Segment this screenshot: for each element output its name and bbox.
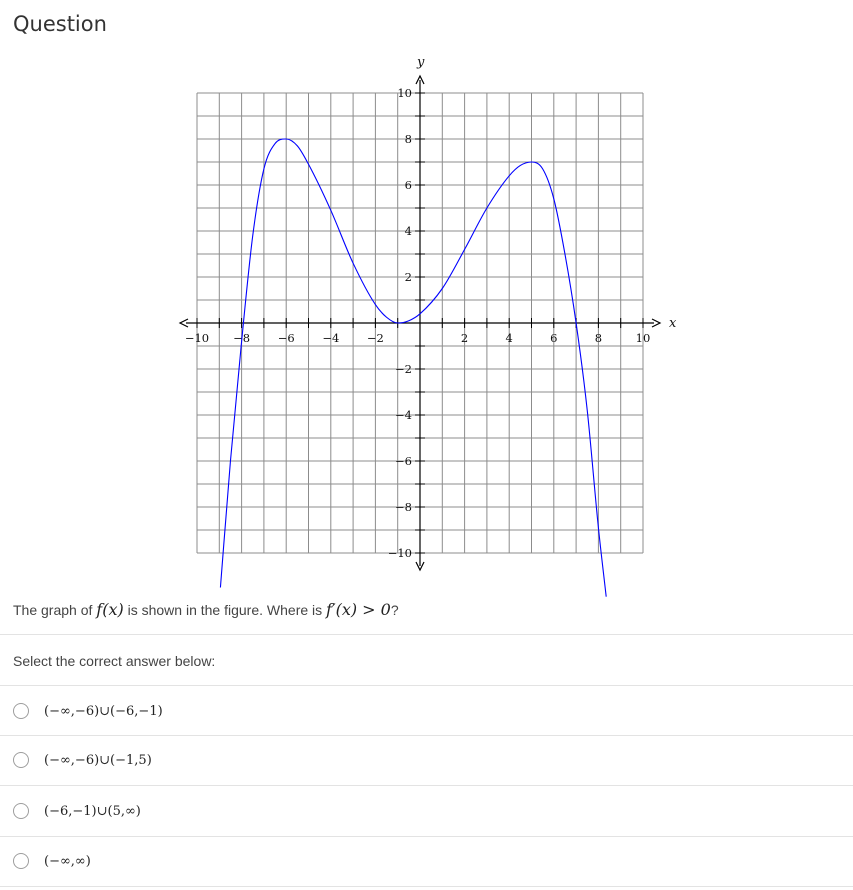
y-tick-label: 2 <box>404 270 412 284</box>
x-tick-label: −2 <box>366 331 384 345</box>
radio-button[interactable] <box>13 803 29 819</box>
x-tick-label: 6 <box>550 331 558 345</box>
radio-button[interactable] <box>13 752 29 768</box>
prompt-text-middle: is shown in the figure. Where is <box>123 602 327 618</box>
page-title: Question <box>13 12 107 36</box>
axes <box>180 76 660 570</box>
prompt-text-end: ? <box>390 602 399 618</box>
answer-option-4[interactable] <box>13 847 91 875</box>
option-label: (−∞,∞) <box>44 853 91 869</box>
divider <box>0 886 853 887</box>
y-tick-label: −10 <box>387 546 412 560</box>
y-tick-label: 4 <box>404 224 412 238</box>
y-axis-label: y <box>417 55 425 70</box>
option-label: (−6,−1)∪(5,∞) <box>44 803 141 819</box>
x-tick-label: 4 <box>505 331 513 345</box>
y-tick-label: −2 <box>395 362 412 376</box>
answer-option-1[interactable] <box>13 697 163 725</box>
x-tick-label: −6 <box>277 331 295 345</box>
answer-option-2[interactable] <box>13 746 152 774</box>
y-tick-label: −6 <box>395 454 412 468</box>
radio-button[interactable] <box>13 853 29 869</box>
answer-option-3[interactable] <box>13 797 141 825</box>
y-tick-label: 8 <box>404 132 412 146</box>
function-expression: f(x) <box>96 600 124 619</box>
divider <box>0 685 853 686</box>
y-tick-label: −8 <box>395 500 412 514</box>
answer-instruction: Select the correct answer below: <box>13 653 216 669</box>
y-tick-label: 10 <box>397 86 412 100</box>
divider <box>0 634 853 635</box>
divider <box>0 836 853 837</box>
option-label: (−∞,−6)∪(−1,5) <box>44 752 152 768</box>
option-label: (−∞,−6)∪(−6,−1) <box>44 703 163 719</box>
divider <box>0 785 853 786</box>
x-tick-label: 8 <box>594 331 603 345</box>
x-tick-label: 10 <box>635 331 651 345</box>
question-prompt <box>13 600 399 619</box>
x-tick-label: −8 <box>233 331 251 345</box>
derivative-condition: f′(x) > 0 <box>326 600 391 619</box>
prompt-text-before: The graph of <box>13 602 97 618</box>
y-tick-label: 6 <box>404 178 412 192</box>
x-tick-label: 2 <box>460 331 469 345</box>
y-tick-label: −4 <box>395 408 412 422</box>
divider <box>0 735 853 736</box>
x-tick-label: −10 <box>184 331 210 345</box>
x-axis-label: x <box>669 316 677 331</box>
radio-button[interactable] <box>13 703 29 719</box>
x-tick-label: −4 <box>322 331 340 345</box>
